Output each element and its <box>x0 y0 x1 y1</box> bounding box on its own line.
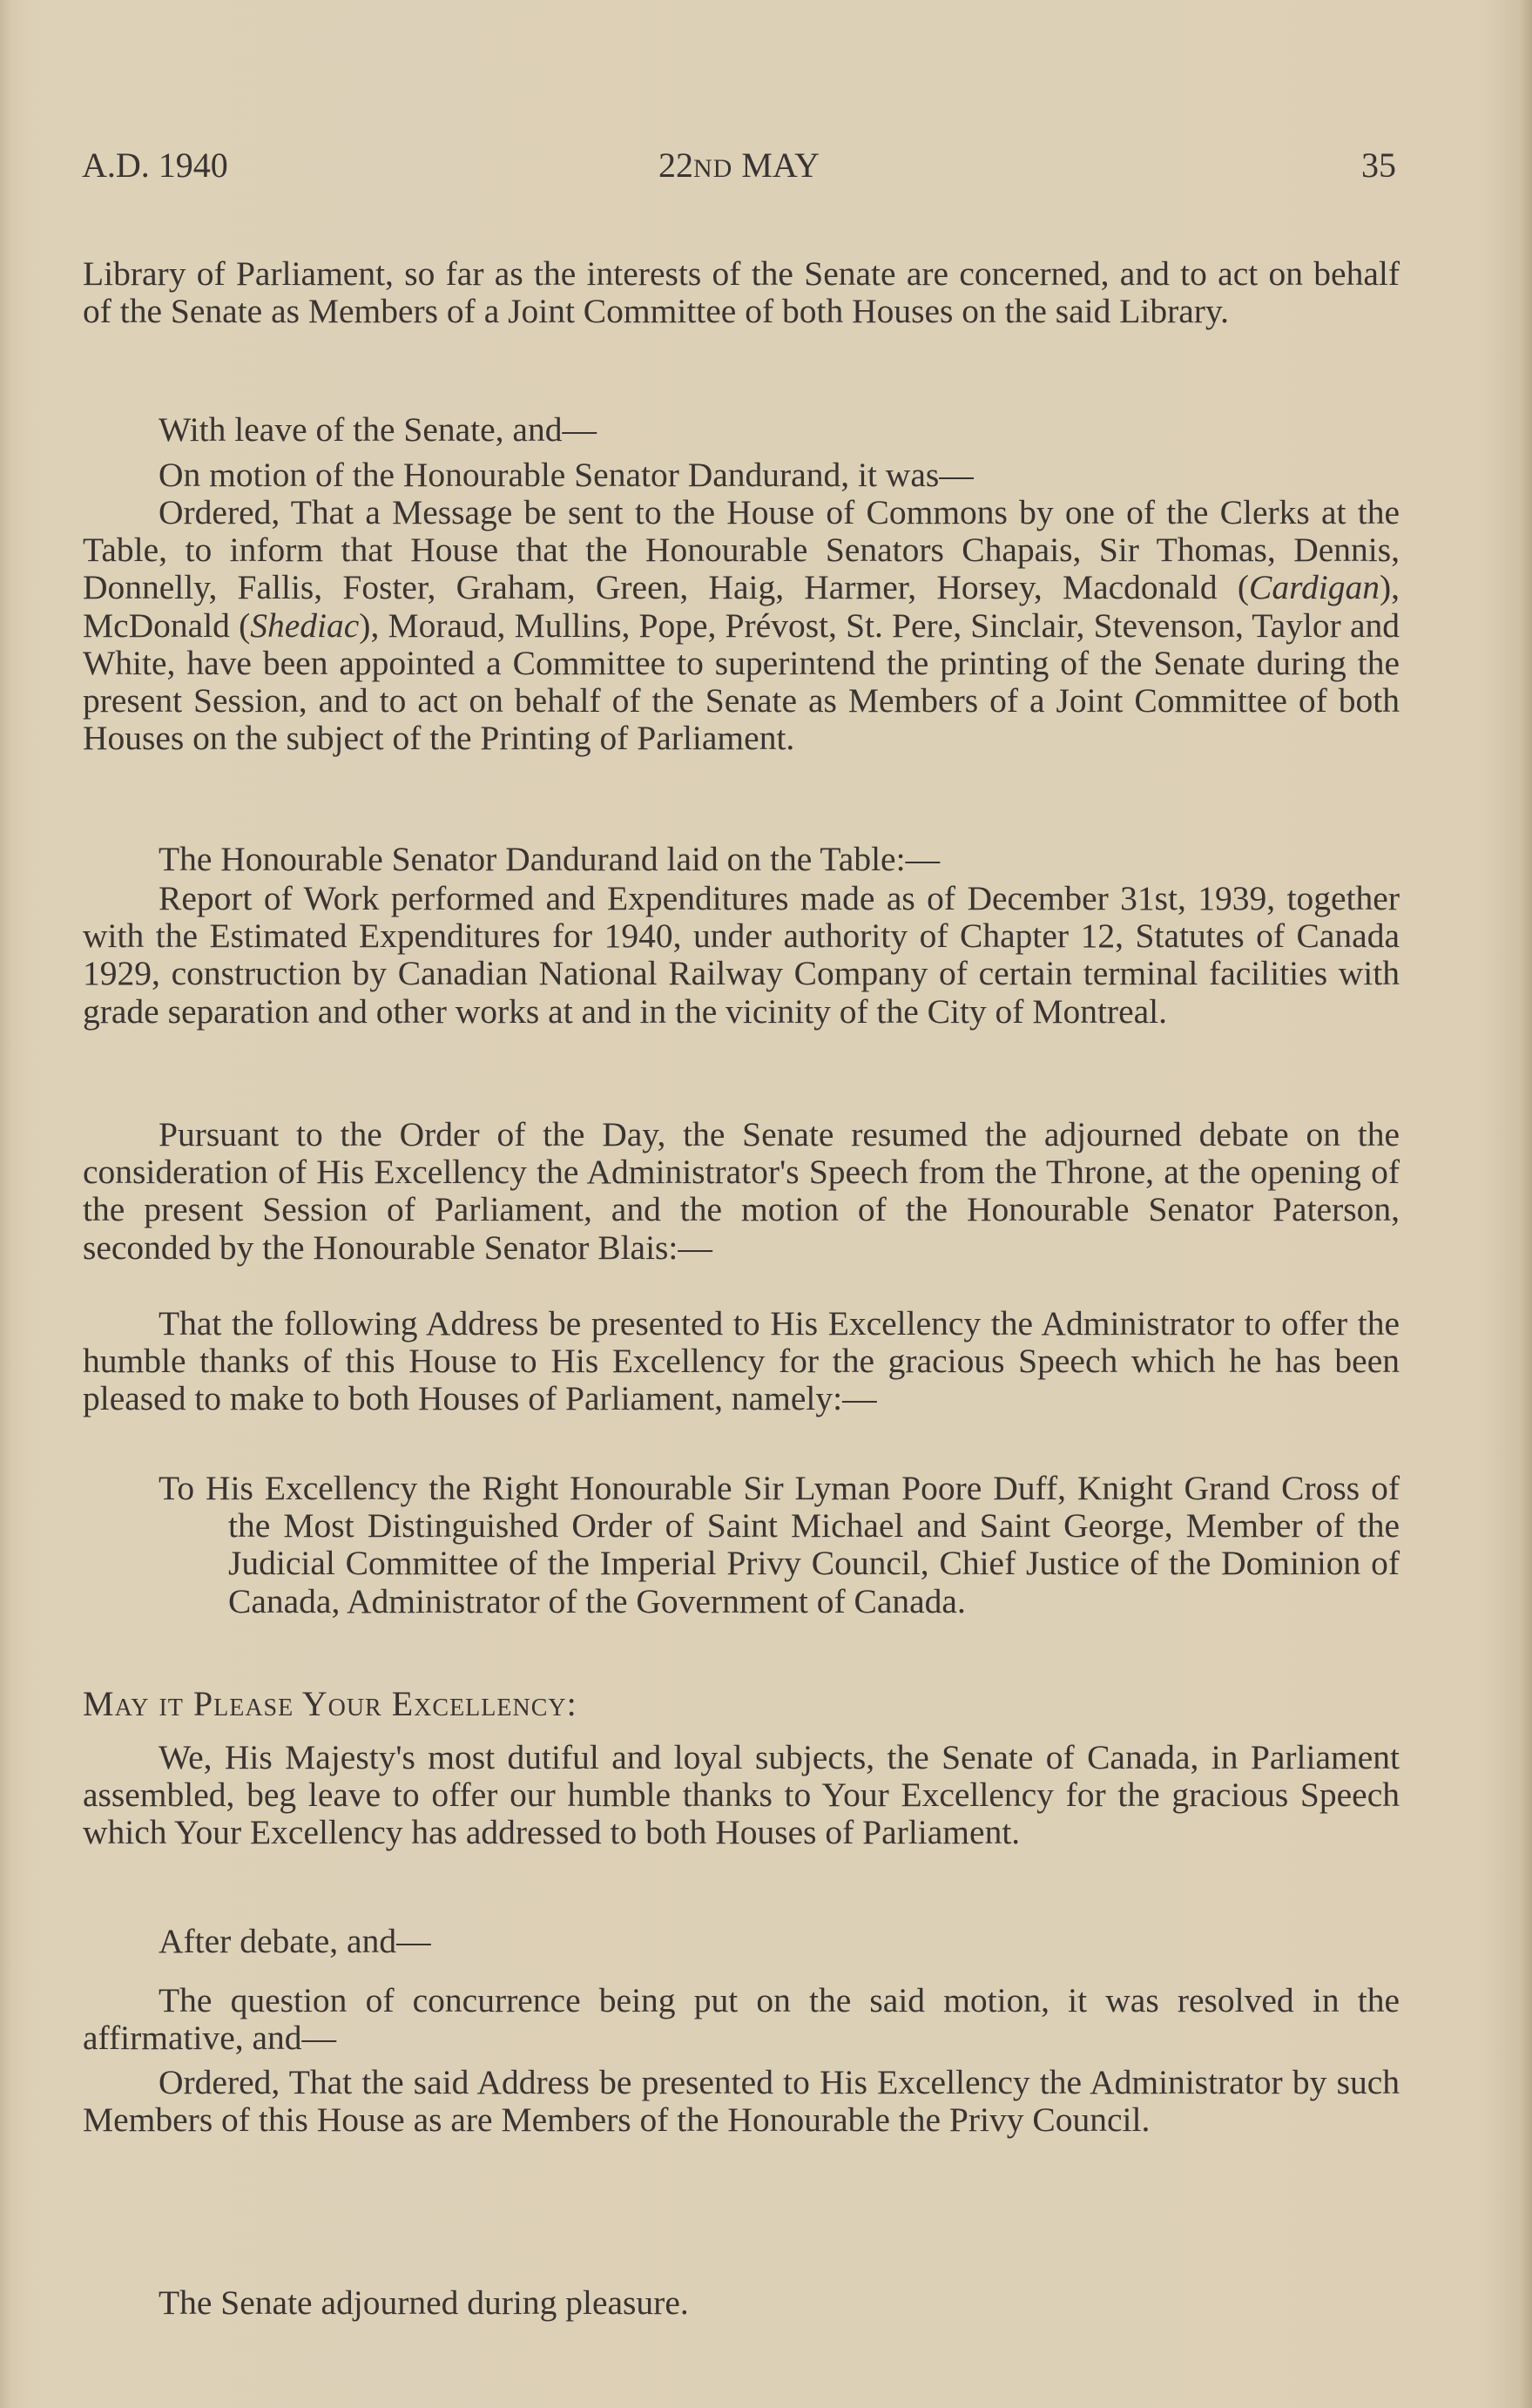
paragraph-library-committee: Library of Parliament, so far as the interests of the Senate are concerned, and to act on behalf of the Senate as Members of a Joint Committee of both Houses on the said Library. <box>83 254 1400 331</box>
header-date-suffix: ND <box>692 154 733 183</box>
paragraph-address: That the following Address be presented to His Excellency the Administrator to offer the humble thanks of this House to His Excellency for the gracious Speech which he has been pleased to make to both Houses of Parliament, namely:— <box>83 1304 1400 1418</box>
paragraph-after-debate: After debate, and— <box>159 1922 431 1960</box>
p4-text-c: ), McDonald ( <box>83 568 1400 645</box>
paragraph-printing-committee <box>83 494 1400 757</box>
p4-text-a: Ordered, That a Message be sent to the House of Commons by one of the Clerks at the Table, to inform that House that the Honourable Senators Chapais, Sir Thomas, Dennis, Donnelly, Fallis, Foster, Graham, Green, Haig, Harmer, Horsey, Macdonald ( <box>83 493 1400 607</box>
header-date-month: MAY <box>741 145 820 185</box>
paragraph-ordered-address: Ordered, That the said Address be presented to His Excellency the Administrator by such Members of this House as are Members of the Honourable the Privy Council. <box>83 2063 1400 2140</box>
paragraph-laid-on-table: The Honourable Senator Dandurand laid on the Table:— <box>159 840 941 878</box>
paragraph-salutation: To His Excellency the Right Honourable Sir Lyman Poore Duff, Knight Grand Cross of the Most Distinguished Order of Saint Michael and Saint George, Member of the Judicial Committee of the Imperial Privy Council, Chief Justice of the Dominion of Canada, Administrator of the Government of Canada. <box>159 1469 1400 1620</box>
running-header <box>82 145 1396 188</box>
heading-may-it-please <box>83 1685 1400 1723</box>
p4-cardigan: Cardigan <box>1248 568 1380 607</box>
paragraph-concurrence: The question of concurrence being put on the said motion, it was resolved in the affirmative, and— <box>83 1981 1400 2058</box>
header-date <box>82 145 1396 186</box>
paragraph-address-text: We, His Majesty's most dutiful and loyal subjects, the Senate of Canada, in Parliament assembled, beg leave to offer our humble thanks to Your Excellency for the gracious Speech which Your Excellency has addressed to both Houses of Parliament. <box>83 1738 1400 1852</box>
paragraph-motion: On motion of the Honourable Senator Dandurand, it was— <box>159 456 974 494</box>
header-date-day: 22 <box>658 145 693 185</box>
header-year: A.D. 1940 <box>82 145 228 185</box>
paragraph-report: Report of Work performed and Expenditures made as of December 31st, 1939, together with the Estimated Expenditures for 1940, under authority of Chapter 12, Statutes of Canada 1929, construction by Canadian National Railway Company of certain terminal facilities with grade separation and other works at and in the vicinity of the City of Montreal. <box>83 879 1400 1031</box>
paragraph-adjourned: The Senate adjourned during pleasure. <box>159 2283 689 2322</box>
p4-shediac: Shediac <box>250 605 360 645</box>
paragraph-leave: With leave of the Senate, and— <box>159 410 597 449</box>
page-number: 35 <box>1361 145 1396 185</box>
may-it-please-text: May it Please Your Excellency: <box>83 1684 577 1723</box>
p4-text-e: ), Moraud, Mullins, Pope, Prévost, St. Pere, Sinclair, Stevenson, Taylor and White, have been appointed a Committee to superintend the printing of the Senate during the present Session, and to act on behalf of the Senate as Members of a Joint Committee of both Houses on the subject of the Printing of Parliament. <box>83 605 1400 758</box>
paragraph-debate: Pursuant to the Order of the Day, the Senate resumed the adjourned debate on the consideration of His Excellency the Administrator's Speech from the Throne, at the opening of the present Session of Parliament, and the motion of the Honourable Senator Paterson, seconded by the Honourable Senator Blais:— <box>83 1115 1400 1267</box>
